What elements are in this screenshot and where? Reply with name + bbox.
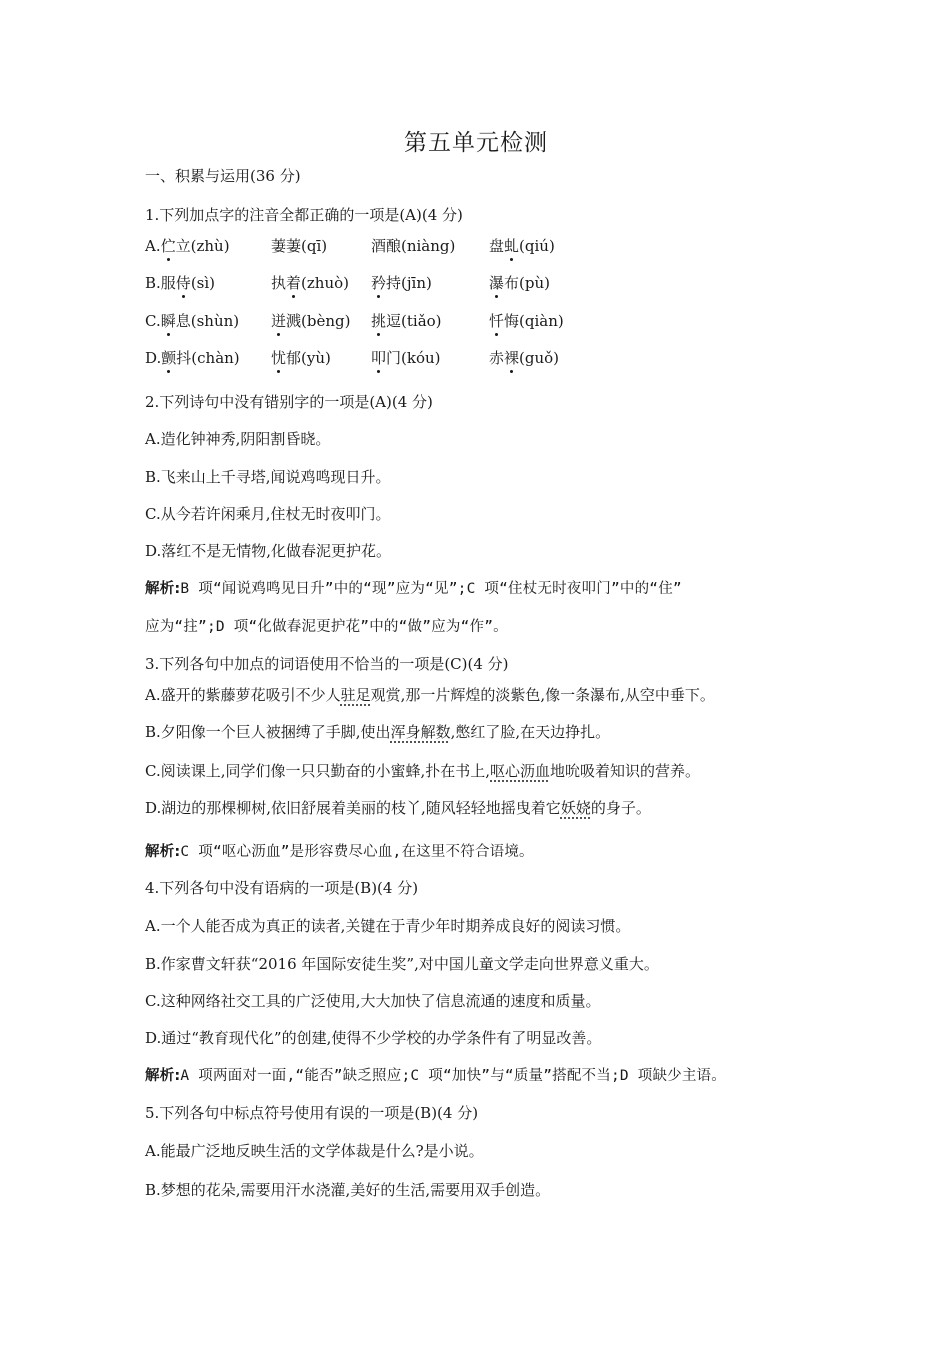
q1-option-a-3: 酒酿(niàng): [371, 237, 456, 255]
q1-option-b-2: 执着(zhuò): [271, 274, 349, 292]
q1-option-a-1: A.伫立(zhù): [145, 237, 230, 255]
section-heading: 一、积累与运用(36 分): [145, 167, 301, 185]
q1-option-b-3: 矜持(jīn): [371, 274, 432, 292]
q1-option-c-3: 挑逗(tiǎo): [371, 312, 442, 330]
q3-option-a: A.盛开的紫藤萝花吸引不少人驻足观赏,那一片辉煌的淡紫色,像一条瀑布,从空中垂下。: [145, 686, 715, 704]
q4-option-c: C.这种网络社交工具的广泛使用,大大加快了信息流通的速度和质量。: [145, 992, 601, 1010]
q3-option-c: C.阅读课上,同学们像一只只勤奋的小蜜蜂,扑在书上,呕心沥血地吮吸着知识的营养。: [145, 762, 701, 780]
q2-analysis-cont: 应为“拄”;D 项“化做春泥更护花”中的“做”应为“作”。: [145, 619, 508, 635]
q3-option-d: D.湖边的那棵柳树,依旧舒展着美丽的枝丫,随风轻轻地摇曳着它妖娆的身子。: [145, 799, 651, 817]
analysis-label: 解析:: [145, 581, 181, 597]
q1-option-b-1: B.服侍(sì): [145, 274, 216, 292]
question-5-stem: 5.下列各句中标点符号使用有误的一项是(B)(4 分): [145, 1104, 479, 1122]
q3-option-b: B.夕阳像一个巨人被捆缚了手脚,使出浑身解数,憋红了脸,在天边挣扎。: [145, 723, 611, 741]
question-1-stem: 1.下列加点字的注音全都正确的一项是(A)(4 分): [145, 206, 463, 224]
q3-analysis: 解析:C 项“呕心沥血”是形容费尽心血,在这里不符合语境。: [145, 844, 534, 860]
analysis-label: 解析:: [145, 1068, 181, 1084]
question-2-stem: 2.下列诗句中没有错别字的一项是(A)(4 分): [145, 393, 433, 411]
q2-analysis: 解析:B 项“闻说鸡鸣见日升”中的“现”应为“见”;C 项“住杖无时夜叩门”中的“住”: [145, 581, 682, 597]
dotted-word: 妖娆: [560, 799, 591, 817]
page-title: 第五单元检测: [404, 130, 548, 156]
q2-option-b: B.飞来山上千寻塔,闻说鸡鸣现日升。: [145, 468, 391, 486]
q1-option-a-4: 盘虬(qiú): [489, 237, 555, 255]
q1-option-d-1: D.颤抖(chàn): [145, 349, 240, 367]
q1-option-d-2: 忧郁(yù): [271, 349, 331, 367]
q2-option-a: A.造化钟神秀,阴阳割昏晓。: [145, 430, 331, 448]
dotted-word: 呕心沥血: [490, 762, 551, 780]
question-3-stem: 3.下列各句中加点的词语使用不恰当的一项是(C)(4 分): [145, 655, 509, 673]
question-4-stem: 4.下列各句中没有语病的一项是(B)(4 分): [145, 879, 419, 897]
q4-analysis: 解析:A 项两面对一面,“能否”缺乏照应;C 项“加快”与“质量”搭配不当;D 项缺少主语。: [145, 1068, 726, 1084]
dotted-word: 驻足: [340, 686, 371, 704]
q2-option-d: D.落红不是无情物,化做春泥更护花。: [145, 542, 392, 560]
q4-option-d: D.通过“教育现代化”的创建,使得不少学校的办学条件有了明显改善。: [145, 1029, 602, 1047]
q5-option-b: B.梦想的花朵,需要用汗水浇灌,美好的生活,需要用双手创造。: [145, 1181, 551, 1199]
q1-option-d-4: 赤裸(guǒ): [489, 349, 560, 367]
q1-option-d-3: 叩门(kóu): [371, 349, 441, 367]
q1-option-c-4: 忏悔(qiàn): [489, 312, 564, 330]
q4-option-a: A.一个人能否成为真正的读者,关键在于青少年时期养成良好的阅读习惯。: [145, 917, 631, 935]
q1-option-a-2: 萋萋(qī): [271, 237, 328, 255]
q2-option-c: C.从今若许闲乘月,住杖无时夜叩门。: [145, 505, 391, 523]
q1-option-b-4: 瀑布(pù): [489, 274, 550, 292]
q1-option-c-2: 迸溅(bèng): [271, 312, 351, 330]
q1-option-c-1: C.瞬息(shùn): [145, 312, 240, 330]
analysis-label: 解析:: [145, 844, 181, 860]
dotted-word: 浑身解数: [390, 723, 451, 741]
q4-option-b: B.作家曹文轩获“2016 年国际安徒生奖”,对中国儿童文学走向世界意义重大。: [145, 955, 659, 973]
q5-option-a: A.能最广泛地反映生活的文学体裁是什么?是小说。: [145, 1142, 484, 1160]
